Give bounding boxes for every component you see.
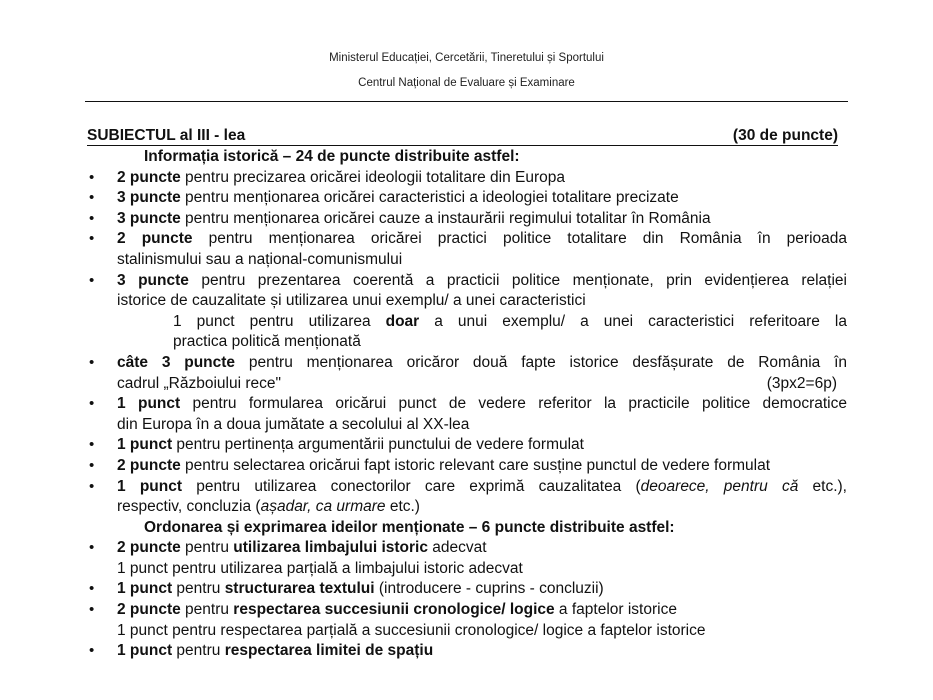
criterion-text: pentru menționarea oricărei cauze a instaurării regimului totalitar în România	[180, 209, 711, 227]
criterion-text: pentru menționarea oricăror două fapte istorice desfășurate de România în	[235, 353, 848, 371]
points-label: 2 puncte	[117, 601, 181, 619]
criterion-key: utilizarea limbajului istoric	[233, 539, 428, 557]
bullet-icon: •	[89, 168, 95, 186]
list-item	[87, 168, 847, 189]
bullet-icon: •	[89, 189, 95, 207]
criterion-text: pentru menționarea oricărei caracteristici a ideologiei totalitare precizate	[180, 189, 679, 207]
points-label: 3 puncte	[117, 189, 181, 207]
list-item	[87, 353, 847, 394]
bullet-icon: •	[89, 271, 95, 289]
points-label: 2 puncte	[117, 456, 181, 474]
points-label: 2 puncte	[117, 230, 193, 248]
partial-credit-note: 1 punct pentru utilizarea doar a unui exemplu/ a unei caracteristici referitoare la practica politică menționată	[173, 312, 847, 351]
points-label: 3 puncte	[117, 271, 189, 289]
criterion-text: pentru menționarea oricărei practici politice totalitare din România în perioada	[192, 230, 848, 248]
list-item: • 1 punct pentru respectarea limitei de spațiu	[87, 641, 847, 662]
criterion-text-continued: din Europa în a doua jumătate a secolului al XX-lea	[117, 415, 470, 433]
bullet-icon: •	[89, 642, 95, 660]
criterion-text: pentru formularea oricărui punct de vedere referitor la practicile politice democratice	[180, 395, 847, 413]
subject-points: (30 de puncte)	[732, 127, 838, 144]
list-item	[87, 456, 847, 477]
bullet-icon: •	[89, 601, 95, 619]
list-item	[87, 271, 847, 312]
conclusion-examples: așadar, ca urmare	[260, 498, 386, 516]
list-item: • 1 punct pentru structurarea textului (introducere - cuprins - concluzii)	[87, 579, 847, 600]
subject-title: SUBIECTUL al III - lea	[87, 127, 246, 144]
header-divider	[85, 101, 848, 102]
criterion-key: respectarea limitei de spațiu	[224, 642, 434, 660]
list-item	[87, 188, 847, 209]
list-item	[87, 435, 847, 456]
bullet-icon: •	[89, 230, 95, 248]
list-item	[87, 229, 847, 270]
section-heading-historical-info: Informația istorică – 24 de puncte distribuite astfel:	[144, 148, 520, 165]
list-item: • 1 punct pentru utilizarea conectorilor care exprimă cauzalitatea (deoarece, pentru că etc.), respectiv, concluzia (așadar, ca urmare etc.)	[89, 477, 847, 516]
criterion-text-continued: stalinismului sau a național-comunismului	[117, 250, 403, 268]
points-formula: (3px2=6p)	[766, 374, 837, 392]
connector-examples: deoarece, pentru că	[640, 477, 799, 495]
section-heading-ordering: Ordonarea și exprimarea ideilor menționate – 6 puncte distribuite astfel:	[144, 518, 675, 536]
list-item: • 2 puncte pentru utilizarea limbajului istoric adecvat	[87, 538, 847, 559]
list-item	[87, 394, 847, 435]
list-item: • 2 puncte pentru respectarea succesiunii cronologice/ logice a faptelor istorice	[87, 600, 847, 621]
points-label: 2 puncte	[117, 539, 181, 557]
center-header: Centrul Național de Evaluare și Examinare	[358, 77, 575, 89]
criterion-text: pentru precizarea oricărei ideologii totalitare din Europa	[180, 168, 566, 186]
criterion-key: respectarea succesiunii cronologice/ logice	[233, 601, 555, 619]
criterion-text-continued: cadrul „Războiului rece"	[117, 374, 282, 392]
points-label: 2 puncte	[117, 168, 181, 186]
points-label: 3 puncte	[117, 209, 181, 227]
bullet-icon: •	[89, 436, 95, 454]
points-label: 1 punct	[117, 436, 173, 454]
criterion-text: pentru pertinența argumentării punctului de vedere formulat	[172, 436, 584, 454]
points-label: 1 punct	[117, 477, 183, 495]
criterion-text-continued: istorice de cauzalitate și utilizarea unui exemplu/ a unei caracteristici	[117, 292, 586, 310]
bullet-icon: •	[89, 395, 95, 413]
criterion-text: pentru selectarea oricărui fapt istoric relevant care susține punctul de vedere formulat	[180, 456, 771, 474]
points-label: 1 punct	[117, 580, 173, 598]
bullet-icon: •	[89, 209, 95, 227]
list-item	[87, 209, 847, 230]
points-label: câte 3 puncte	[117, 353, 236, 371]
points-label: 1 punct	[117, 642, 173, 660]
bullet-icon: •	[89, 456, 95, 474]
bullet-icon: •	[89, 353, 95, 371]
criterion-key: structurarea textului	[224, 580, 375, 598]
partial-credit-note: 1 punct pentru respectarea parțială a succesiunii cronologice/ logice a faptelor istorice	[117, 621, 706, 639]
bullet-icon: •	[89, 539, 95, 557]
grading-scheme	[87, 147, 847, 662]
subject-heading-row	[87, 127, 838, 146]
bullet-icon: •	[89, 580, 95, 598]
bullet-icon: •	[89, 477, 95, 495]
points-label: 1 punct	[117, 395, 181, 413]
criterion-text: pentru prezentarea coerentă a practicii politice menționate, prin evidențierea relației	[188, 271, 847, 289]
partial-credit-note: 1 punct pentru utilizarea parțială a limbajului istoric adecvat	[117, 559, 523, 577]
ministry-header: Ministerul Educației, Cercetării, Tineretului și Sportului	[329, 52, 604, 64]
